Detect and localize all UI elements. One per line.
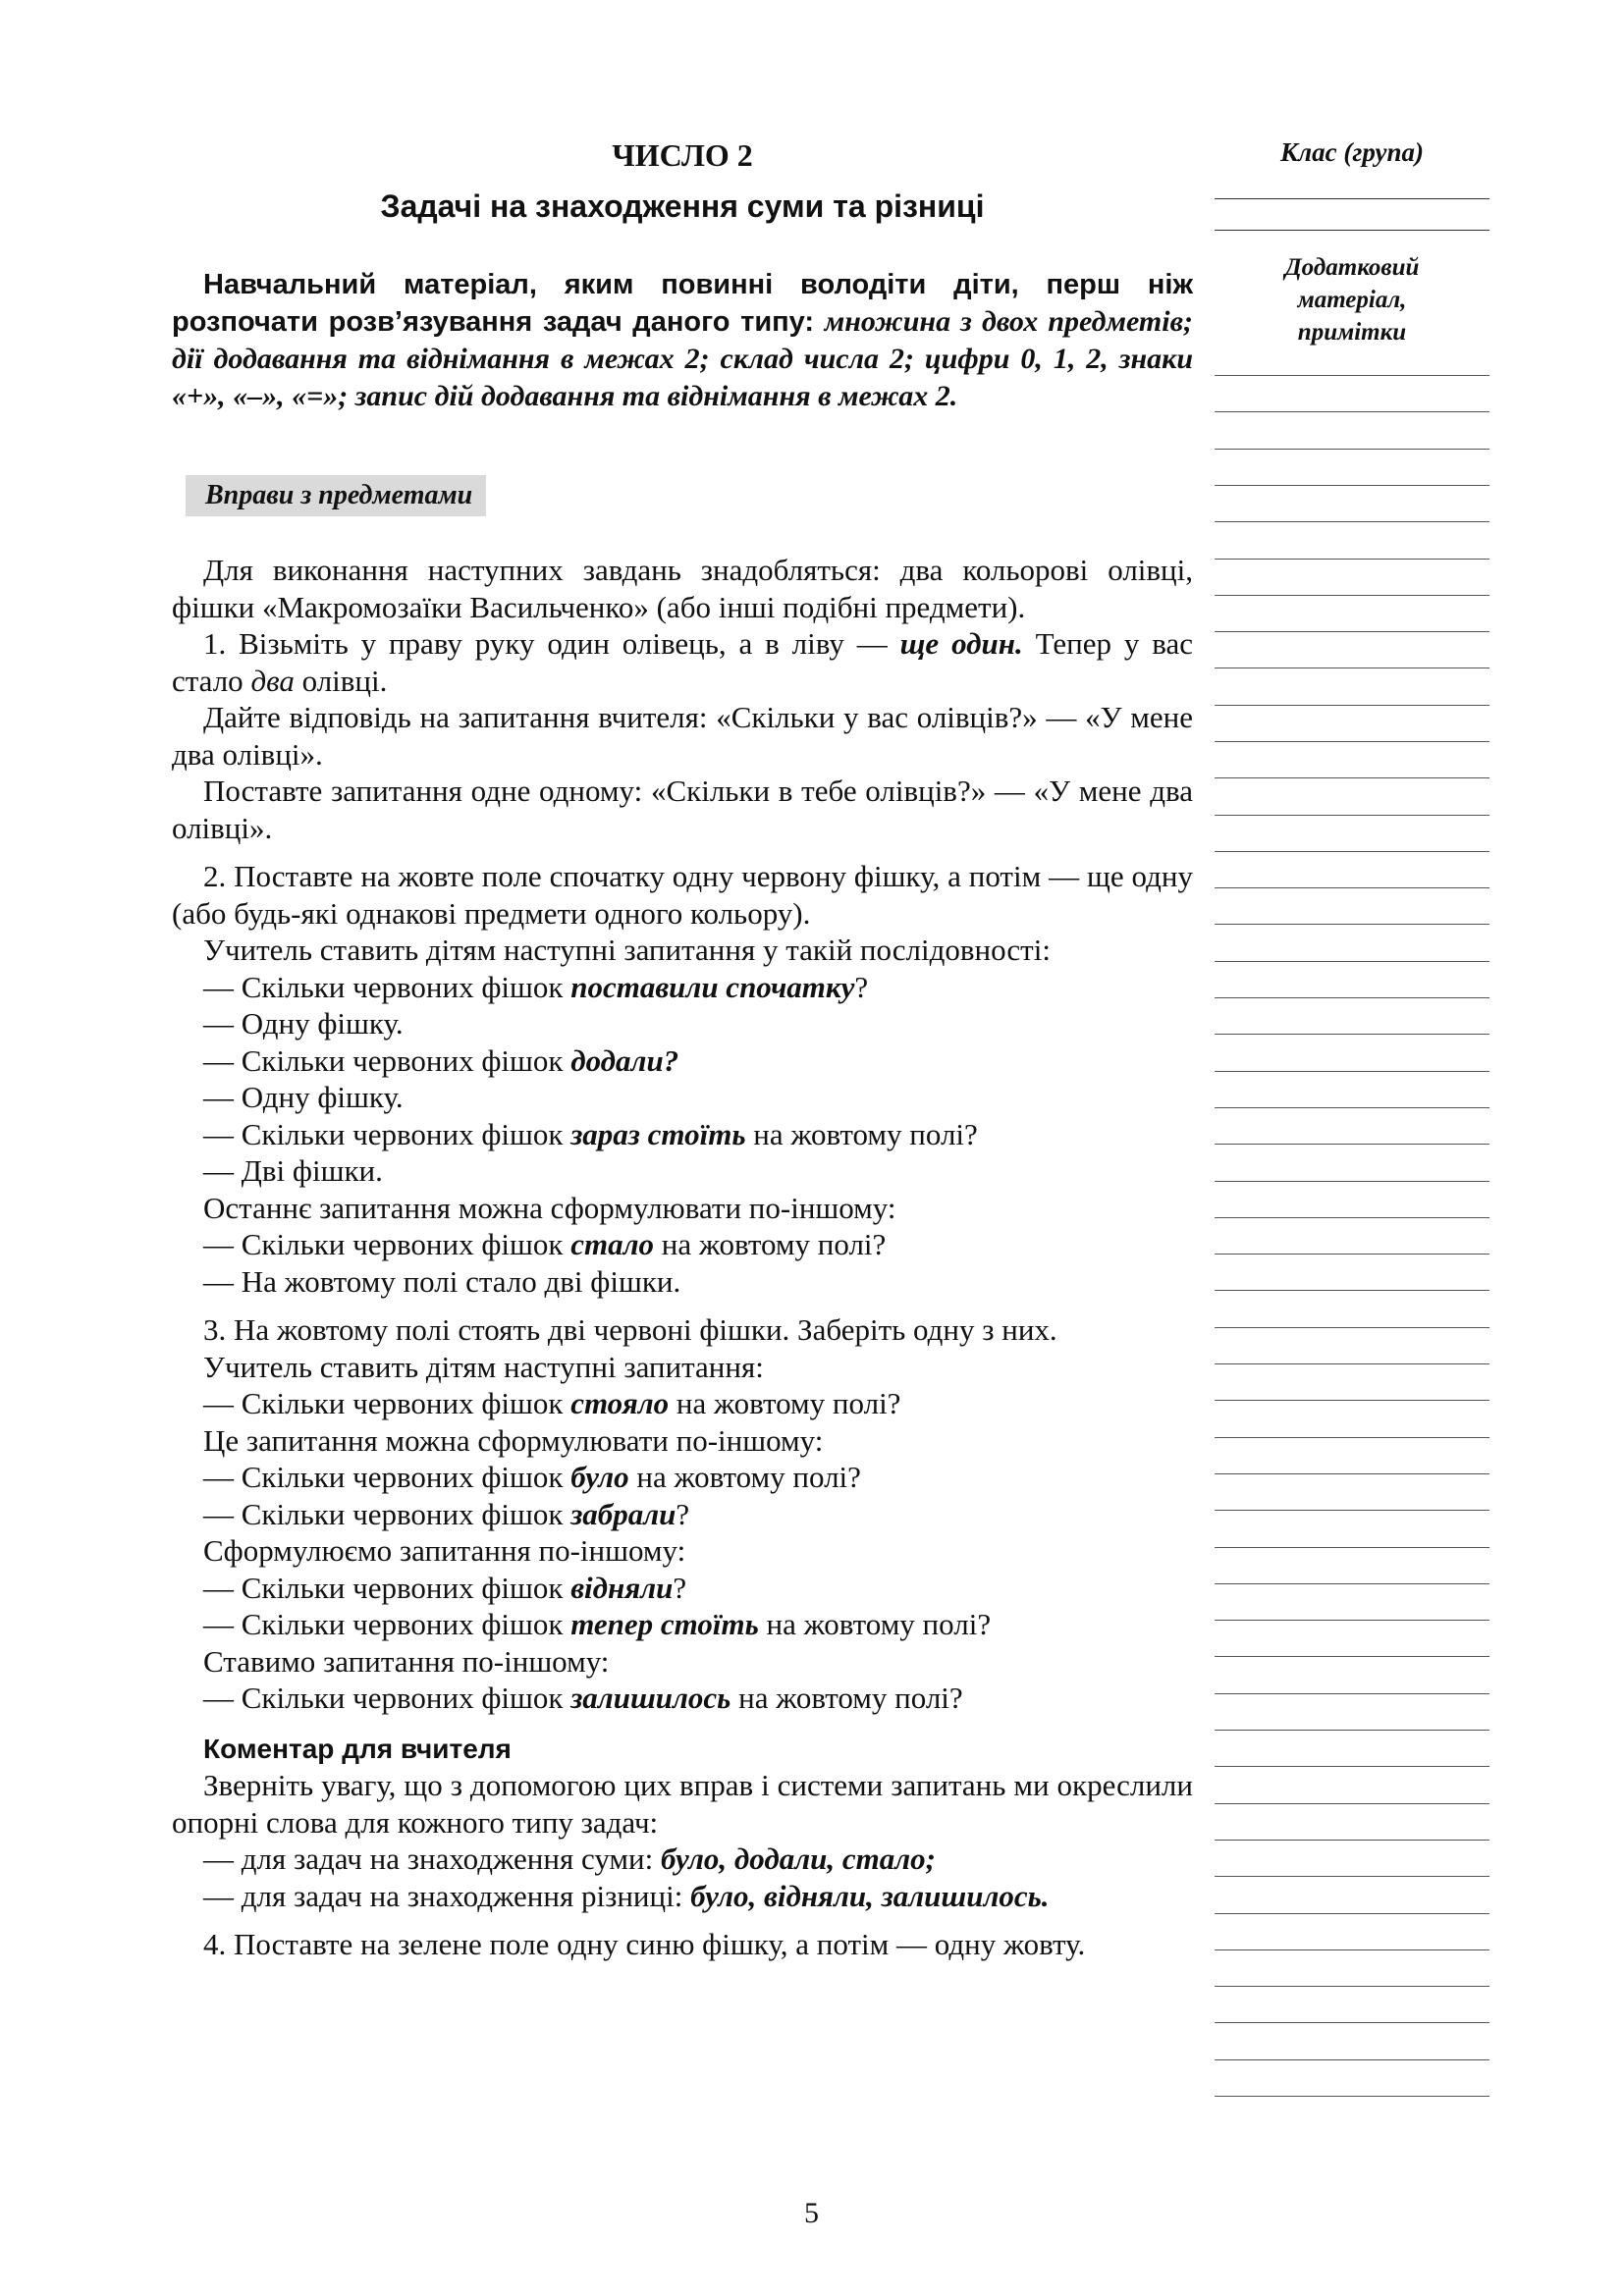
notes-rule xyxy=(1215,705,1489,706)
intro-bold-lead: Навчальний матеріал, яким повинні володіти діти, перш ніж розпочати розв’язування задач даного типу: xyxy=(172,269,1193,338)
q-keyword: стало xyxy=(570,1227,654,1261)
sum-keywords xyxy=(172,1841,1193,1878)
notes-label-line-2: матеріал, xyxy=(1297,287,1407,313)
chapter-number: ЧИСЛО 2 xyxy=(612,137,753,173)
task-3-alt-2: Сформулюємо запитання по-іншому: xyxy=(203,1533,686,1568)
class-rule-1 xyxy=(1215,198,1489,199)
notes-rule xyxy=(1215,2059,1489,2060)
diff-keywords-text: — для задач на знаходження різниці: xyxy=(203,1878,691,1913)
task-1-text-c: олівці. xyxy=(294,663,388,698)
chapter-title: Задачі на знаходження суми та різниці xyxy=(380,188,985,224)
q-text: — Скільки червоних фішок xyxy=(203,1570,571,1605)
q-text: — Скільки червоних фішок xyxy=(203,1460,571,1494)
q-tail: ? xyxy=(854,969,869,1004)
notes-rule xyxy=(1215,777,1489,778)
q-tail: на жовтому полі? xyxy=(628,1460,861,1494)
task-2-alt: Останнє запитання можна сформулювати по-іншому: xyxy=(203,1190,896,1225)
section-label: Вправи з предметами xyxy=(186,475,486,516)
q-text: — Скільки червоних фішок xyxy=(203,1386,571,1420)
task-3-question-2 xyxy=(172,1459,1193,1496)
task-1 xyxy=(172,625,1193,699)
notes-rule xyxy=(1215,1913,1489,1914)
task-3: 3. На жовтому полі стоять дві червоні фішки. Заберіть одну з них. xyxy=(203,1312,1057,1347)
sum-keywords-emph: було, додали, стало; xyxy=(661,1842,936,1876)
task-4: 4. Поставте на зелене поле одну синю фішку, а потім — одну жовту. xyxy=(203,1927,1086,1961)
notes-rule xyxy=(1215,521,1489,522)
notes-rule xyxy=(1215,2022,1489,2023)
task-1-text-b: Тепер у вас стало xyxy=(172,626,1193,698)
notes-rule xyxy=(1215,815,1489,816)
task-3-teacher: Учитель ставить дітям наступні запитання: xyxy=(203,1349,764,1384)
q-text: — Скільки червоних фішок xyxy=(203,1227,571,1261)
q-tail: ? xyxy=(676,1496,690,1531)
notes-rule xyxy=(1215,1071,1489,1072)
notes-rule xyxy=(1215,1840,1489,1841)
notes-rule xyxy=(1215,1620,1489,1621)
q-keyword: поставили спочатку xyxy=(570,969,855,1004)
q-text: — Скільки червоних фішок xyxy=(203,1681,571,1715)
notes-rule xyxy=(1215,1034,1489,1035)
q-keyword: додали? xyxy=(570,1042,679,1078)
margin-notes-column xyxy=(1215,135,1489,346)
q-keyword: тепер стоїть xyxy=(570,1607,759,1641)
notes-rule xyxy=(1215,997,1489,998)
notes-rule xyxy=(1215,1254,1489,1255)
notes-rule xyxy=(1215,1986,1489,1987)
notes-label-line-1: Додатковий xyxy=(1284,254,1420,281)
notes-rule xyxy=(1215,2096,1489,2097)
main-column xyxy=(172,135,1193,1963)
task-2-answer-2: — Одну фішку. xyxy=(203,1080,404,1114)
notes-rule xyxy=(1215,485,1489,486)
notes-rule xyxy=(1215,559,1489,560)
task-3-question-5 xyxy=(172,1606,1193,1643)
notes-rule xyxy=(1215,1144,1489,1145)
notes-rule xyxy=(1215,595,1489,596)
task-2-answer-4: — На жовтому полі стало дві фішки. xyxy=(203,1263,681,1299)
task-2-question-2 xyxy=(172,1042,1193,1080)
intro-paragraph xyxy=(172,267,1193,415)
notes-rule xyxy=(1215,741,1489,742)
q-keyword: зараз стоїть xyxy=(570,1116,746,1151)
task-3-question-6 xyxy=(172,1680,1193,1717)
notes-rule xyxy=(1215,375,1489,376)
q-keyword: залишилось xyxy=(570,1681,731,1715)
notes-rule xyxy=(1215,1547,1489,1548)
diff-keywords xyxy=(172,1878,1193,1915)
notes-label xyxy=(1215,251,1489,348)
class-group-label: Клас (група) xyxy=(1280,137,1424,167)
exercises xyxy=(172,552,1193,1963)
q-keyword: було xyxy=(570,1460,629,1494)
sum-keywords-text: — для задач на знаходження суми: xyxy=(203,1842,661,1876)
notes-rule xyxy=(1215,1803,1489,1804)
task-1-emph-b: два xyxy=(250,663,295,698)
task-2-answer-1: — Одну фішку. xyxy=(203,1006,404,1041)
notes-rule xyxy=(1215,1473,1489,1474)
q-keyword: стояло xyxy=(570,1386,670,1420)
task-2: 2. Поставте на жовте поле спочатку одну червону фішку, а потім — ще одну (або будь-які однакові предмети одного кольору). xyxy=(172,859,1193,931)
task-3-alt: Це запитання можна сформулювати по-іншому: xyxy=(203,1422,824,1458)
notes-rule xyxy=(1215,1583,1489,1584)
q-tail: на жовтому полі? xyxy=(730,1681,963,1715)
notes-rule xyxy=(1215,1437,1489,1438)
q-tail: на жовтому полі? xyxy=(758,1607,992,1641)
page-number: 5 xyxy=(804,2197,819,2229)
notes-rule xyxy=(1215,411,1489,412)
materials-paragraph: Для виконання наступних завдань знадобляться: два кольорові олівці, фішки «Макромозаїки Васильченко» (або інші подібні предмети). xyxy=(172,553,1193,624)
notes-rule xyxy=(1215,1217,1489,1218)
class-rule-2 xyxy=(1215,230,1489,231)
task-2-question-3 xyxy=(172,1116,1193,1153)
q-text: — Скільки червоних фішок xyxy=(203,1116,571,1151)
q-keyword: забрали xyxy=(570,1496,676,1531)
notes-rule xyxy=(1215,667,1489,668)
task-2-question-1 xyxy=(172,969,1193,1006)
notes-rule xyxy=(1215,961,1489,962)
task-3-question-4 xyxy=(172,1570,1193,1607)
notes-rule xyxy=(1215,1766,1489,1767)
q-tail: на жовтому полі? xyxy=(653,1227,887,1261)
intro-italic-list: множина з двох предметів; дії додавання та віднімання в межах 2; склад числа 2; цифри 0, 1, 2, знаки «+», «–», «=»; запис дій додавання та віднімання в межах 2. xyxy=(172,305,1193,412)
notes-rule xyxy=(1215,1400,1489,1401)
notes-rule xyxy=(1215,1107,1489,1108)
notes-label-line-3: примітки xyxy=(1297,319,1407,346)
notes-rule xyxy=(1215,631,1489,632)
task-1-text-a: 1. Візьміть у праву руку один олівець, а в ліву — xyxy=(203,626,900,661)
q-text: — Скільки червоних фішок xyxy=(203,1607,571,1641)
notes-rule xyxy=(1215,1510,1489,1511)
notes-rule xyxy=(1215,1730,1489,1731)
diff-keywords-emph: було, відняли, залишилось. xyxy=(690,1878,1050,1913)
notes-rule xyxy=(1215,851,1489,852)
q-keyword: відняли xyxy=(570,1570,674,1605)
q-tail: ? xyxy=(673,1570,687,1605)
notes-rule xyxy=(1215,1327,1489,1328)
task-2-question-4 xyxy=(172,1226,1193,1263)
comment-title: Коментар для вчителя xyxy=(203,1733,512,1764)
notes-rule xyxy=(1215,1656,1489,1657)
task-1-emph-a: ще один. xyxy=(899,626,1023,661)
notes-rule xyxy=(1215,1290,1489,1291)
task-1-answer: Дайте відповідь на запитання вчителя: «Скільки у вас олівців?» — «У мене два олівці». xyxy=(172,700,1193,772)
q-text: — Скільки червоних фішок xyxy=(203,1042,571,1078)
task-3-question-3 xyxy=(172,1496,1193,1533)
q-text: — Скільки червоних фішок xyxy=(203,969,571,1004)
task-1-pair: Поставте запитання одне одному: «Скільки в тебе олівців?» — «У мене два олівці». xyxy=(172,774,1193,845)
task-3-alt-3: Ставимо запитання по-іншому: xyxy=(203,1643,610,1679)
notes-rule xyxy=(1215,1876,1489,1877)
q-tail: на жовтому полі? xyxy=(669,1386,901,1420)
task-2-teacher: Учитель ставить дітям наступні запитання у такій послідовності: xyxy=(203,933,1051,967)
notes-rule xyxy=(1215,1693,1489,1694)
task-2-answer-3: — Дві фішки. xyxy=(203,1153,383,1188)
comment-text: Зверніть увагу, що з допомогою цих вправ і системи запитань ми окреслили опорні слова для кожного типу задач: xyxy=(172,1768,1193,1840)
q-text: — Скільки червоних фішок xyxy=(203,1496,571,1531)
notes-rule xyxy=(1215,1181,1489,1182)
notes-rule xyxy=(1215,924,1489,925)
notes-rule xyxy=(1215,449,1489,450)
task-3-question-1 xyxy=(172,1385,1193,1422)
notes-rule xyxy=(1215,887,1489,888)
notes-rule xyxy=(1215,1949,1489,1950)
notes-rule xyxy=(1215,1363,1489,1364)
q-tail: на жовтому полі? xyxy=(745,1116,978,1151)
